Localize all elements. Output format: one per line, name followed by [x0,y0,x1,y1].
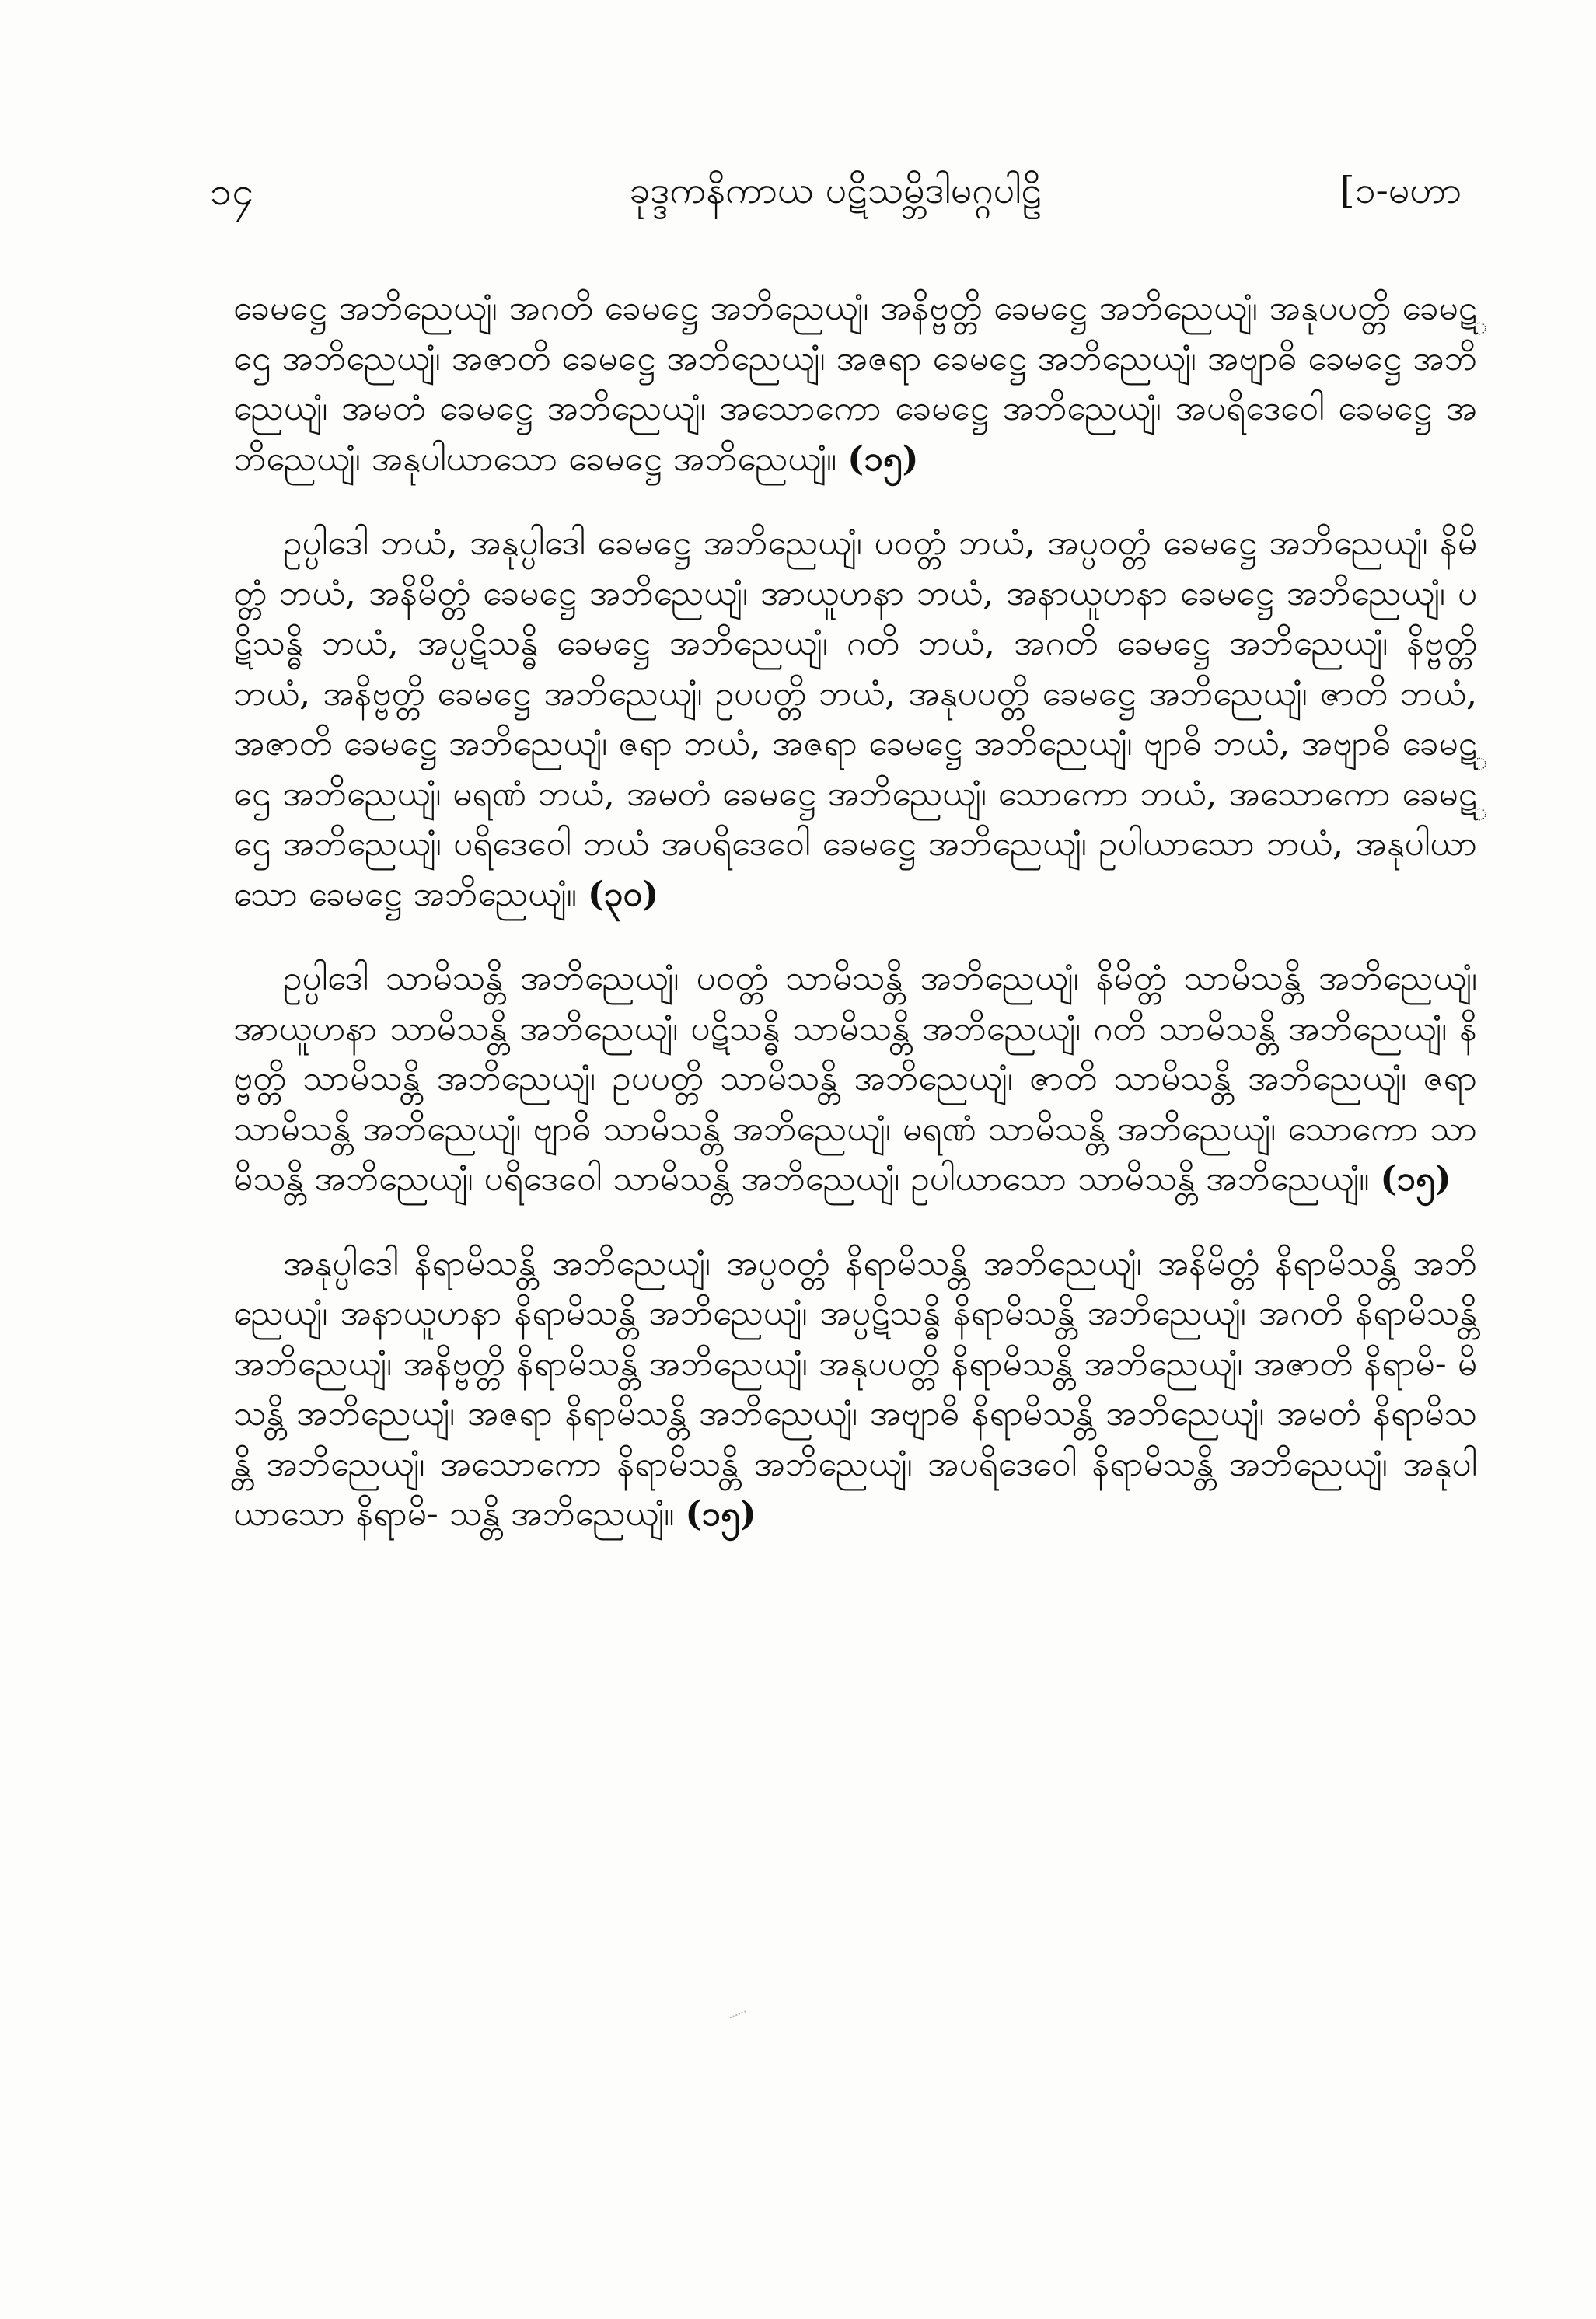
paragraph-number: (၁၅) [685,1494,756,1534]
scan-smudge [730,2010,749,2025]
paragraph-2 [233,519,1477,920]
running-title: ခုဒ္ဒကနိကာယ ပဋိသမ္ဘိဒါမဂ္ဂပါဠိ [629,169,1042,212]
section-marker: [၁-မဟာ [1339,169,1462,212]
paragraph-4 [233,1239,1477,1540]
paragraph-1 [233,284,1477,484]
paragraph-number: (၁၅) [1380,1159,1451,1199]
paragraph-text: ဥပ္ပါဒေါ သာမိသန္တိ အဘိညေယျံ၊ ပဝတ္တံ သာမိသန္တိ အဘိညေယျံ၊ နိမိတ္တံ သာမိသန္တိ အဘိညေယျံ၊ အာယူဟနာ သာမိသန္တိ အဘိညေယျံ၊ ပဋိသန္ဓိ သာမိသန္တိ အဘိညေယျံ၊ ဂတိ သာမိသန္တိ အဘိညေယျံ၊ နိဗ္ဗတ္တိ သာမိသန္တိ အဘိညေယျံ၊ ဥပပတ္တိ သာမိသန္တိ အဘိညေယျံ၊ ဇာတိ သာမိသန္တိ အဘိညေယျံ၊ ဇရာ သာမိသန္တိ အဘိညေယျံ၊ ဗျာဓိ သာမိသန္တိ အဘိညေယျံ၊ မရဏံ သာမိသန္တိ အဘိညေယျံ၊ သောကော သာမိသန္တိ အဘိညေယျံ၊ ပရိဒေဝေါ သာမိသန္တိ အဘိညေယျံ၊ ဥပါယာသော သာမိသန္တိ အဘိညေယျံ။ [233,959,1477,1199]
body-text [233,284,1477,1574]
page-number: ၁၄ [210,169,254,214]
paragraph-text: အနုပ္ပါဒေါ နိရာမိသန္တိ အဘိညေယျံ၊ အပ္ပဝတ္တံ နိရာမိသန္တိ အဘိညေယျံ၊ အနိမိတ္တံ နိရာမိသန္တိ အဘိညေယျံ၊ အနာယူဟနာ နိရာမိသန္တိ အဘိညေယျံ၊ အပ္ပဋိသန္ဓိ နိရာမိသန္တိ အဘိညေယျံ၊ အဂတိ နိရာမိသန္တိ အဘိညေယျံ၊ အနိဗ္ဗတ္တိ နိရာမိသန္တိ အဘိညေယျံ၊ အနုပပတ္တိ နိရာမိသန္တိ အဘိညေယျံ၊ အဇာတိ နိရာမိ- မိသန္တိ အဘိညေယျံ၊ အဇရာ နိရာမိသန္တိ အဘိညေယျံ၊ အဗျာဓိ နိရာမိသန္တိ အဘိညေယျံ၊ အမတံ နိရာမိသန္တိ အဘိညေယျံ၊ အသောကော နိရာမိသန္တိ အဘိညေယျံ၊ အပရိဒေဝေါ နိရာမိသန္တိ အဘိညေယျံ၊ အနုပါယာသော နိရာမိ- သန္တိ အဘိညေယျံ။ [233,1243,1477,1534]
paragraph-text: ဥပ္ပါဒေါ ဘယံ, အနုပ္ပါဒေါ ခေမဋ္ဌေ အဘိညေယျံ၊ ပဝတ္တံ ဘယံ, အပ္ပဝတ္တံ ခေမဋ္ဌေ အဘိညေယျံ၊ နိမိတ္တံ ဘယံ, အနိမိတ္တံ ခေမဋ္ဌေ အဘိညေယျံ၊ အာယူဟနာ ဘယံ, အနာယူဟနာ ခေမဋ္ဌေ အဘိညေယျံ၊ ပဋိသန္ဓိ ဘယံ, အပ္ပဋိသန္ဓိ ခေမဋ္ဌေ အဘိညေယျံ၊ ဂတိ ဘယံ, အဂတိ ခေမဋ္ဌေ အဘိညေယျံ၊ နိဗ္ဗတ္တိ ဘယံ, အနိဗ္ဗတ္တိ ခေမဋ္ဌေ အဘိညေယျံ၊ ဥပပတ္တိ ဘယံ, အနုပပတ္တိ ခေမဋ္ဌေ အဘိညေယျံ၊ ဇာတိ ဘယံ, အဇာတိ ခေမဋ္ဌေ အဘိညေယျံ၊ ဇရာ ဘယံ, အဇရာ ခေမဋ္ဌေ အဘိညေယျံ၊ ဗျာဓိ ဘယံ, အဗျာဓိ ခေမဋ္ဌေ အဘိညေယျံ၊ မရဏံ ဘယံ, အမတံ ခေမဋ္ဌေ အဘိညေယျံ၊ သောကော ဘယံ, အသောကော ခေမဋ္ဌေ အဘိညေယျံ၊ ပရိဒေဝေါ ဘယံ အပရိဒေဝေါ ခေမဋ္ဌေ အဘိညေယျံ၊ ဥပါယာသော ဘယံ, အနုပါယာသော ခေမဋ္ဌေ အဘိညေယျံ။ [233,523,1477,914]
page-header [210,167,1462,229]
paragraph-3 [233,954,1477,1205]
paragraph-text: ခေမဋ္ဌေ အဘိညေယျံ၊ အဂတိ ခေမဋ္ဌေ အဘိညေယျံ၊ အနိဗ္ဗတ္တိ ခေမဋ္ဌေ အဘိညေယျံ၊ အနုပပတ္တိ ခေမဋ္ဌေ အဘိညေယျံ၊ အဇာတိ ခေမဋ္ဌေ အဘိညေယျံ၊ အဇရာ ခေမဋ္ဌေ အဘိညေယျံ၊ အဗျာဓိ ခေမဋ္ဌေ အဘိညေယျံ၊ အမတံ ခေမဋ္ဌေ အဘိညေယျံ၊ အသောကော ခေမဋ္ဌေ အဘိညေယျံ၊ အပရိဒေဝေါ ခေမဋ္ဌေ အဘိညေယျံ၊ အနုပါယာသော ခေမဋ္ဌေ အဘိညေယျံ။ [233,288,1477,479]
paragraph-number: (၃၀) [587,874,659,914]
paragraph-number: (၁၅) [847,438,919,479]
